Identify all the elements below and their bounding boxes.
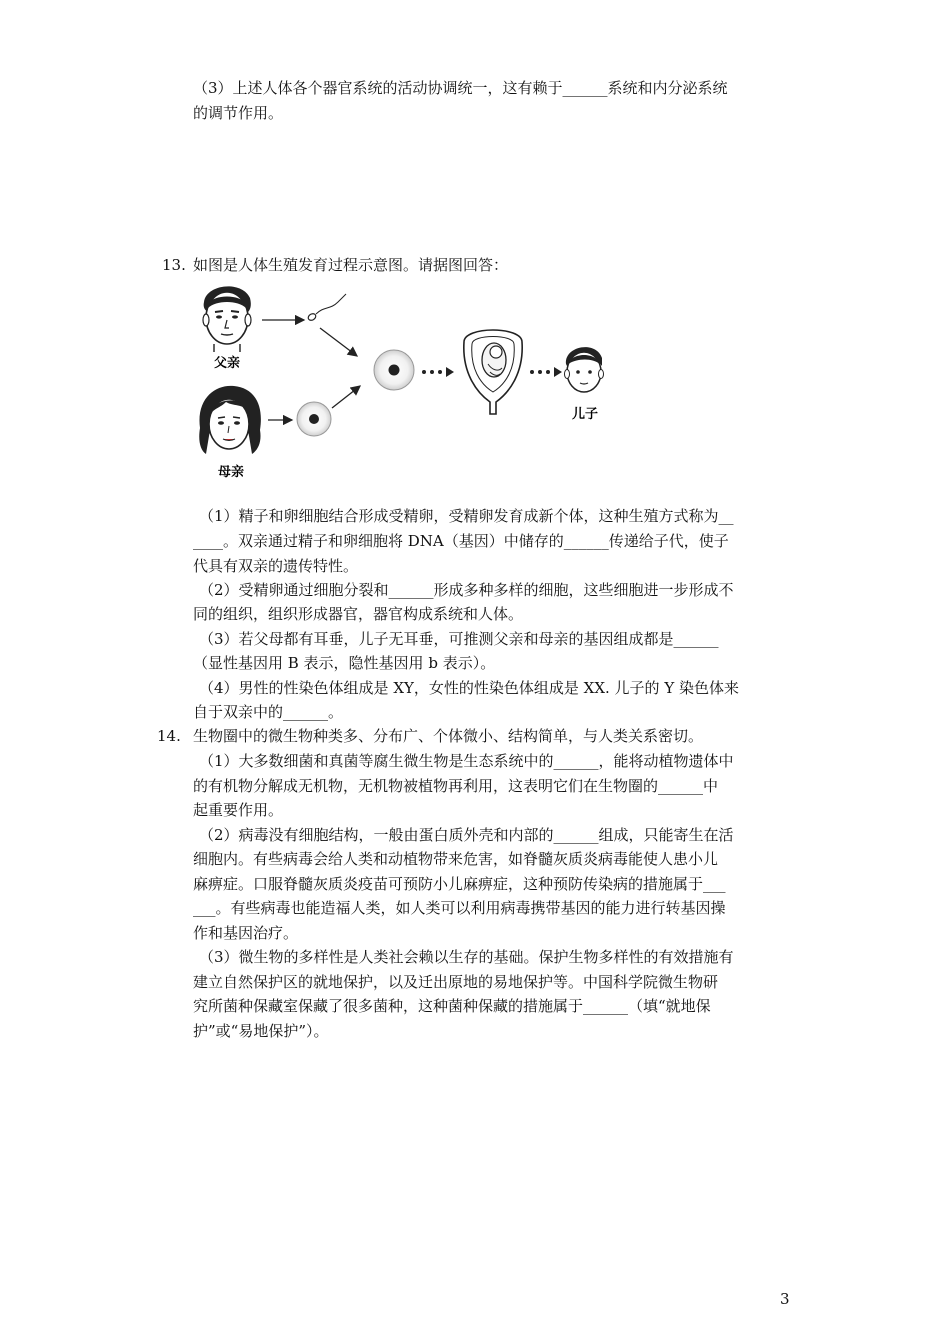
reproduction-diagram xyxy=(192,280,622,482)
dotted-arrow-2 xyxy=(530,367,562,377)
q13-line-5: 同的组织，组织形成器官，器官构成系统和人体。 xyxy=(193,605,524,623)
q14-line-4: （2）病毒没有细胞结构，一般由蛋白质外壳和内部的______组成，只能寄生在活 xyxy=(199,826,734,844)
page-number: 3 xyxy=(780,1290,790,1308)
q13-line-1: （1）精子和卵细胞结合形成受精卵，受精卵发育成新个体，这种生殖方式称为__ xyxy=(199,507,734,525)
q13-line-2: ____。双亲通过精子和卵细胞将 DNA（基因）中储存的______传递给子代，使子 xyxy=(193,532,729,550)
q13-line-7: （显性基因用 B 表示，隐性基因用 b 表示）。 xyxy=(193,654,496,672)
fertilized-egg-icon xyxy=(374,350,414,390)
q14-line-3: 起重要作用。 xyxy=(193,801,284,819)
sperm-icon xyxy=(307,294,346,322)
son-face-icon xyxy=(565,347,604,392)
dotted-arrow-1 xyxy=(422,367,454,377)
q14-line-9: （3）微生物的多样性是人类社会赖以生存的基础。保护生物多样性的有效措施有 xyxy=(199,948,734,966)
question-13-stem: 如图是人体生殖发育过程示意图。请据图回答： xyxy=(193,256,509,274)
q14-line-11: 究所菌种保藏室保藏了很多菌种，这种菌种保藏的措施属于______（填“就地保 xyxy=(193,997,711,1015)
q14-line-8: 作和基因治疗。 xyxy=(193,924,299,942)
question-13-number: 13. xyxy=(162,256,186,274)
father-label: 父亲 xyxy=(214,356,241,371)
mother-label: 母亲 xyxy=(218,465,245,480)
q13-line-3: 代具有双亲的遗传特性。 xyxy=(193,557,359,575)
q3-line-1: （3）上述人体各个器官系统的活动协调统一，这有赖于______系统和内分泌系统 xyxy=(193,79,728,97)
q14-line-1: （1）大多数细菌和真菌等腐生微生物是生态系统中的______，能将动植物遗体中 xyxy=(199,752,734,770)
q14-line-12: 护”或“易地保护”）。 xyxy=(193,1022,329,1040)
q13-line-4: （2）受精卵通过细胞分裂和______形成多种多样的细胞，这些细胞进一步形成不 xyxy=(199,581,734,599)
q14-line-5: 细胞内。有些病毒会给人类和动植物带来危害，如脊髓灰质炎病毒能使人患小儿 xyxy=(193,850,719,868)
son-label: 儿子 xyxy=(572,407,599,422)
question-14-number: 14. xyxy=(157,727,181,745)
q14-line-7: ___。有些病毒也能造福人类，如人类可以利用病毒携带基因的能力进行转基因操 xyxy=(193,899,726,917)
question-14-stem: 生物圈中的微生物种类多、分布广、个体微小、结构简单，与人类关系密切。 xyxy=(193,727,704,745)
q14-line-10: 建立自然保护区的就地保护，以及迁出原地的易地保护等。中国科学院微生物研 xyxy=(193,973,719,991)
mother-face-icon xyxy=(199,386,261,454)
q14-line-6: 麻痹症。口服脊髓灰质炎疫苗可预防小儿麻痹症，这种预防传染病的措施属于___ xyxy=(193,875,726,893)
q13-line-9: 自于双亲中的______。 xyxy=(193,703,344,721)
q3-line-2: 的调节作用。 xyxy=(193,104,284,122)
q13-line-8: （4）男性的性染色体组成是 XY，女性的性染色体组成是 XX. 儿子的 Y 染色体来 xyxy=(199,679,739,697)
q13-line-6: （3）若父母都有耳垂，儿子无耳垂，可推测父亲和母亲的基因组成都是______ xyxy=(199,630,719,648)
father-face-icon xyxy=(203,286,251,352)
q14-line-2: 的有机物分解成无机物，无机物被植物再利用，这表明它们在生物圈的______中 xyxy=(193,777,719,795)
fetus-in-uterus-icon xyxy=(464,330,522,414)
egg-cell-icon xyxy=(297,402,331,436)
